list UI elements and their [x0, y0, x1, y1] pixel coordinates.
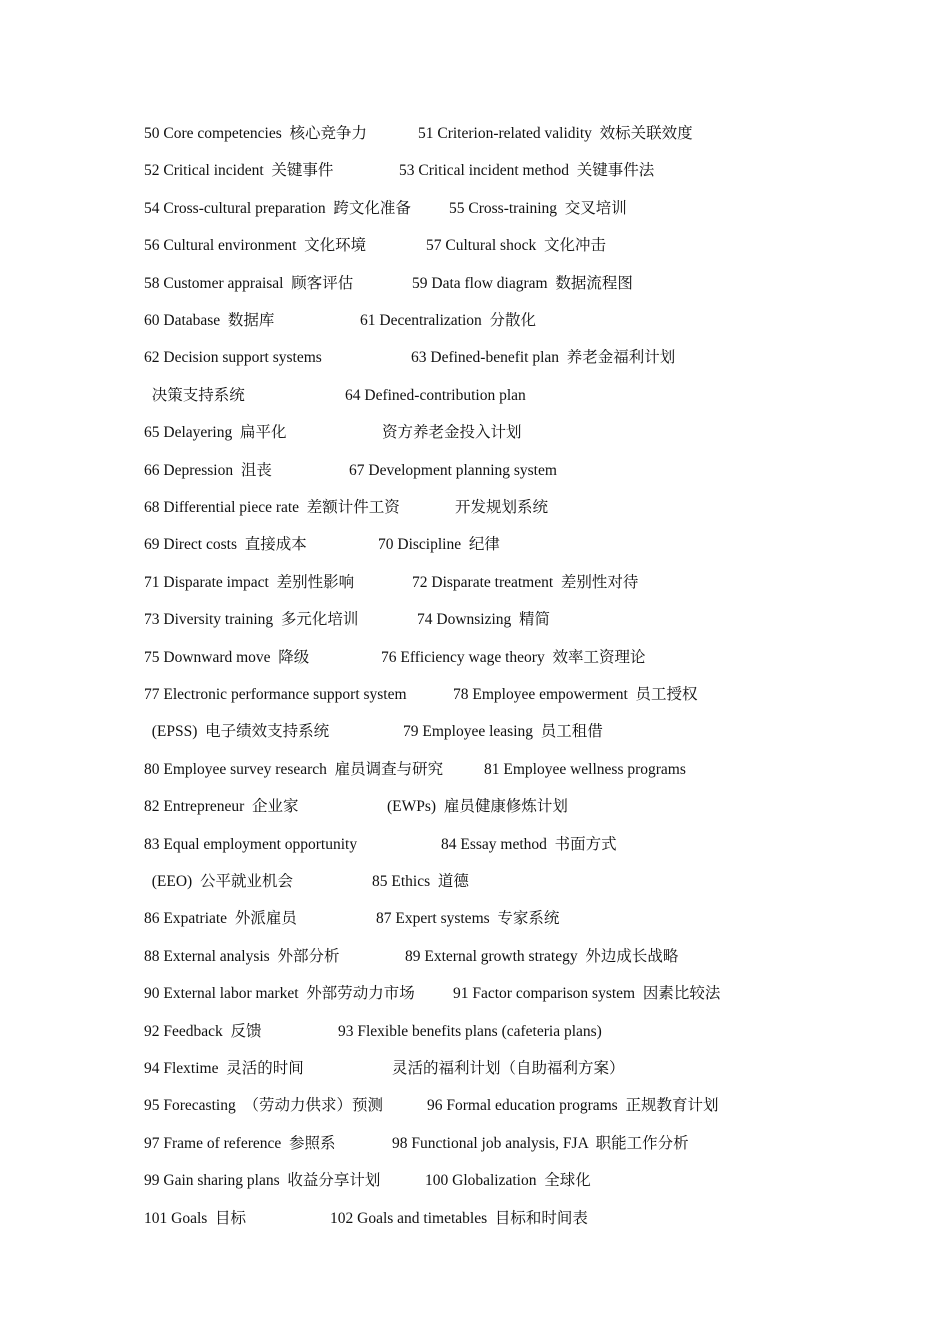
glossary-line — [144, 460, 924, 482]
term-right: 61 Decentralization 分散化 — [360, 312, 537, 329]
glossary-line — [144, 310, 924, 332]
term-right: 98 Functional job analysis, FJA 职能工作分析 — [392, 1134, 689, 1152]
term-left: 62 Decision support systems — [144, 349, 322, 367]
glossary-line — [144, 123, 924, 145]
term-right: 57 Cultural shock 文化冲击 — [426, 237, 606, 255]
term-right: 67 Development planning system — [349, 461, 557, 479]
glossary-line — [144, 684, 924, 706]
term-right: 51 Criterion-related validity 效标关联效度 — [418, 125, 693, 142]
glossary-line — [144, 534, 924, 556]
term-left: 71 Disparate impact 差别性影响 — [144, 573, 355, 591]
term-left: 90 External labor market 外部劳动力市场 — [144, 985, 415, 1003]
term-left: 88 External analysis 外部分析 — [144, 947, 340, 965]
glossary-line — [144, 946, 924, 968]
glossary-line — [144, 347, 924, 369]
glossary-line — [144, 1208, 924, 1230]
term-left: (EEO) 公平就业机会 — [144, 873, 293, 890]
term-left: 77 Electronic performance support system — [144, 686, 407, 703]
glossary-line — [144, 198, 924, 220]
term-right: 85 Ethics 道德 — [372, 873, 469, 890]
term-left: 75 Downward move 降级 — [144, 648, 310, 666]
term-right: 76 Efficiency wage theory 效率工资理论 — [381, 648, 646, 666]
term-right: 91 Factor comparison system 因素比较法 — [453, 985, 721, 1003]
glossary-line — [144, 1170, 924, 1192]
glossary-line — [144, 609, 924, 631]
term-left: (EPSS) 电子绩效支持系统 — [144, 723, 330, 741]
term-right: 64 Defined-contribution plan — [345, 386, 526, 404]
glossary-line — [144, 721, 924, 743]
glossary-line — [144, 1133, 924, 1155]
term-left: 86 Expatriate 外派雇员 — [144, 910, 297, 928]
term-left: 56 Cultural environment 文化环境 — [144, 237, 367, 255]
term-right: 72 Disparate treatment 差别性对待 — [412, 573, 639, 591]
term-left: 83 Equal employment opportunity — [144, 835, 358, 853]
glossary-line — [144, 572, 924, 594]
term-left: 60 Database 数据库 — [144, 312, 275, 329]
glossary-line — [144, 796, 924, 818]
term-left: 58 Customer appraisal 顾客评估 — [144, 274, 354, 292]
term-left: 69 Direct costs 直接成本 — [144, 536, 307, 554]
glossary-line — [144, 759, 924, 781]
term-right: 87 Expert systems 专家系统 — [376, 910, 560, 928]
glossary-line — [144, 1021, 924, 1043]
glossary-line — [144, 1058, 924, 1080]
term-left: 92 Feedback 反馈 — [144, 1022, 262, 1040]
term-right: 开发规划系统 — [455, 499, 549, 516]
glossary-line — [144, 422, 924, 444]
term-right: 灵活的福利计划（自助福利方案） — [392, 1060, 625, 1077]
term-right: 93 Flexible benefits plans (cafeteria plans) — [338, 1022, 602, 1040]
term-left: 73 Diversity training 多元化培训 — [144, 611, 359, 629]
glossary-line — [144, 273, 924, 295]
glossary-line — [144, 871, 924, 893]
term-right: 96 Formal education programs 正规教育计划 — [427, 1097, 719, 1115]
term-left: 54 Cross-cultural preparation 跨文化准备 — [144, 199, 411, 217]
term-left: 101 Goals 目标 — [144, 1209, 247, 1227]
term-left: 52 Critical incident 关键事件 — [144, 162, 334, 180]
term-right: 78 Employee empowerment 员工授权 — [453, 686, 698, 703]
term-right: (EWPs) 雇员健康修炼计划 — [387, 798, 568, 816]
glossary-line — [144, 385, 924, 407]
glossary-line — [144, 647, 924, 669]
term-right: 63 Defined-benefit plan 养老金福利计划 — [411, 349, 676, 367]
glossary-line — [144, 160, 924, 182]
glossary-line — [144, 497, 924, 519]
glossary-line — [144, 983, 924, 1005]
term-left: 65 Delayering 扁平化 — [144, 424, 287, 442]
term-left: 95 Forecasting （劳动力供求）预测 — [144, 1097, 383, 1115]
term-right: 59 Data flow diagram 数据流程图 — [412, 274, 633, 292]
term-right: 70 Discipline 纪律 — [378, 536, 500, 554]
glossary-line — [144, 834, 924, 856]
term-left: 97 Frame of reference 参照系 — [144, 1134, 336, 1152]
glossary-line — [144, 908, 924, 930]
term-left: 68 Differential piece rate 差额计件工资 — [144, 499, 400, 516]
term-right: 81 Employee wellness programs — [484, 760, 686, 778]
term-right: 74 Downsizing 精简 — [417, 611, 551, 629]
term-left: 66 Depression 沮丧 — [144, 461, 272, 479]
term-right: 84 Essay method 书面方式 — [441, 835, 617, 853]
glossary-line — [144, 1095, 924, 1117]
term-right: 79 Employee leasing 员工租借 — [403, 723, 603, 741]
term-left: 决策支持系统 — [144, 386, 245, 404]
term-right: 资方养老金投入计划 — [382, 424, 522, 442]
term-left: 99 Gain sharing plans 收益分享计划 — [144, 1172, 381, 1190]
term-left: 82 Entrepreneur 企业家 — [144, 798, 299, 816]
term-right: 89 External growth strategy 外边成长战略 — [405, 947, 679, 965]
term-right: 102 Goals and timetables 目标和时间表 — [330, 1209, 588, 1227]
glossary-line — [144, 235, 924, 257]
term-right: 100 Globalization 全球化 — [425, 1172, 591, 1190]
term-left: 94 Flextime 灵活的时间 — [144, 1060, 304, 1077]
term-right: 55 Cross-training 交叉培训 — [449, 199, 627, 217]
term-right: 53 Critical incident method 关键事件法 — [399, 162, 655, 180]
term-left: 80 Employee survey research 雇员调查与研究 — [144, 760, 444, 778]
term-left: 50 Core competencies 核心竞争力 — [144, 125, 367, 142]
